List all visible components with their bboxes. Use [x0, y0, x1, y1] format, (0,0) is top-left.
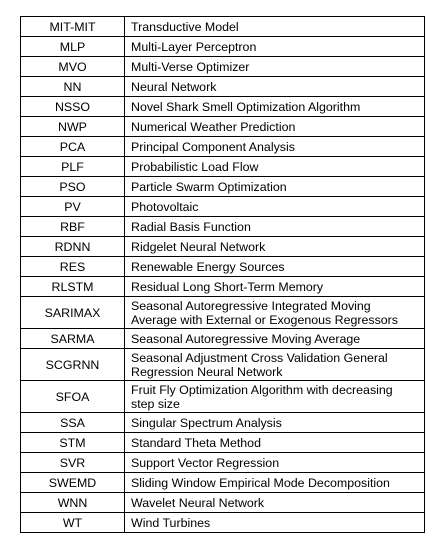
abbreviation-cell: PCA	[21, 137, 125, 157]
definition-line: Fruit Fly Optimization Algorithm with decreasing	[131, 382, 393, 397]
table-row	[21, 453, 425, 473]
table-row	[21, 349, 425, 381]
abbreviation-cell: MVO	[21, 57, 125, 77]
table-row	[21, 329, 425, 349]
abbreviation-cell: SSA	[21, 413, 125, 433]
definition-cell: Seasonal Autoregressive Moving Average	[125, 329, 425, 349]
definition-cell	[125, 349, 425, 381]
abbreviation-cell: WT	[21, 513, 125, 533]
abbreviation-cell: MLP	[21, 37, 125, 57]
definition-line: Regression Neural Network	[131, 364, 283, 379]
definition-cell	[125, 297, 425, 329]
definition-cell: Sliding Window Empirical Mode Decomposition	[125, 473, 425, 493]
table-row	[21, 433, 425, 453]
abbreviation-cell: NN	[21, 77, 125, 97]
abbreviation-cell: SFOA	[21, 381, 125, 413]
definition-cell: Novel Shark Smell Optimization Algorithm	[125, 97, 425, 117]
abbreviation-cell: PSO	[21, 177, 125, 197]
definition-cell: Support Vector Regression	[125, 453, 425, 473]
abbreviation-cell: MIT-MIT	[21, 17, 125, 37]
definition-cell: Wavelet Neural Network	[125, 493, 425, 513]
table-row	[21, 137, 425, 157]
definition-line: Seasonal Adjustment Cross Validation General	[131, 350, 388, 365]
abbreviations-table	[20, 16, 425, 533]
abbreviation-cell: SWEMD	[21, 473, 125, 493]
definition-line: Average with External or Exogenous Regressors	[131, 312, 398, 327]
definition-cell: Residual Long Short-Term Memory	[125, 277, 425, 297]
definition-line: step size	[131, 396, 180, 411]
abbreviation-cell: NWP	[21, 117, 125, 137]
abbreviation-cell: RDNN	[21, 237, 125, 257]
definition-line: Seasonal Autoregressive Integrated Moving	[131, 298, 371, 313]
abbreviation-cell: STM	[21, 433, 125, 453]
abbreviation-cell: RLSTM	[21, 277, 125, 297]
definition-cell: Multi-Layer Perceptron	[125, 37, 425, 57]
table-row	[21, 297, 425, 329]
definition-cell: Multi-Verse Optimizer	[125, 57, 425, 77]
table-row	[21, 97, 425, 117]
table-row	[21, 381, 425, 413]
abbreviation-cell: PV	[21, 197, 125, 217]
table-row	[21, 37, 425, 57]
definition-cell: Neural Network	[125, 77, 425, 97]
abbreviation-cell: NSSO	[21, 97, 125, 117]
abbreviation-cell: PLF	[21, 157, 125, 177]
table-row	[21, 513, 425, 533]
abbreviation-cell: RES	[21, 257, 125, 277]
table-row	[21, 17, 425, 37]
definition-cell: Principal Component Analysis	[125, 137, 425, 157]
table-row	[21, 413, 425, 433]
table-row	[21, 277, 425, 297]
table-row	[21, 177, 425, 197]
definition-cell: Numerical Weather Prediction	[125, 117, 425, 137]
abbreviation-cell: SARIMAX	[21, 297, 125, 329]
definition-cell: Particle Swarm Optimization	[125, 177, 425, 197]
abbreviation-cell: SVR	[21, 453, 125, 473]
table-row	[21, 493, 425, 513]
definition-cell: Singular Spectrum Analysis	[125, 413, 425, 433]
abbreviation-cell: RBF	[21, 217, 125, 237]
definition-cell: Transductive Model	[125, 17, 425, 37]
definition-cell: Renewable Energy Sources	[125, 257, 425, 277]
abbreviation-cell: SCGRNN	[21, 349, 125, 381]
definition-cell: Ridgelet Neural Network	[125, 237, 425, 257]
table-row	[21, 57, 425, 77]
table-row	[21, 257, 425, 277]
table-row	[21, 77, 425, 97]
abbreviations-table-container	[20, 16, 425, 533]
table-row	[21, 197, 425, 217]
definition-cell	[125, 381, 425, 413]
definition-cell: Standard Theta Method	[125, 433, 425, 453]
table-row	[21, 237, 425, 257]
definition-cell: Photovoltaic	[125, 197, 425, 217]
table-row	[21, 473, 425, 493]
definition-cell: Wind Turbines	[125, 513, 425, 533]
abbreviation-cell: WNN	[21, 493, 125, 513]
table-row	[21, 157, 425, 177]
table-row	[21, 217, 425, 237]
definition-cell: Radial Basis Function	[125, 217, 425, 237]
table-row	[21, 117, 425, 137]
abbreviation-cell: SARMA	[21, 329, 125, 349]
definition-cell: Probabilistic Load Flow	[125, 157, 425, 177]
